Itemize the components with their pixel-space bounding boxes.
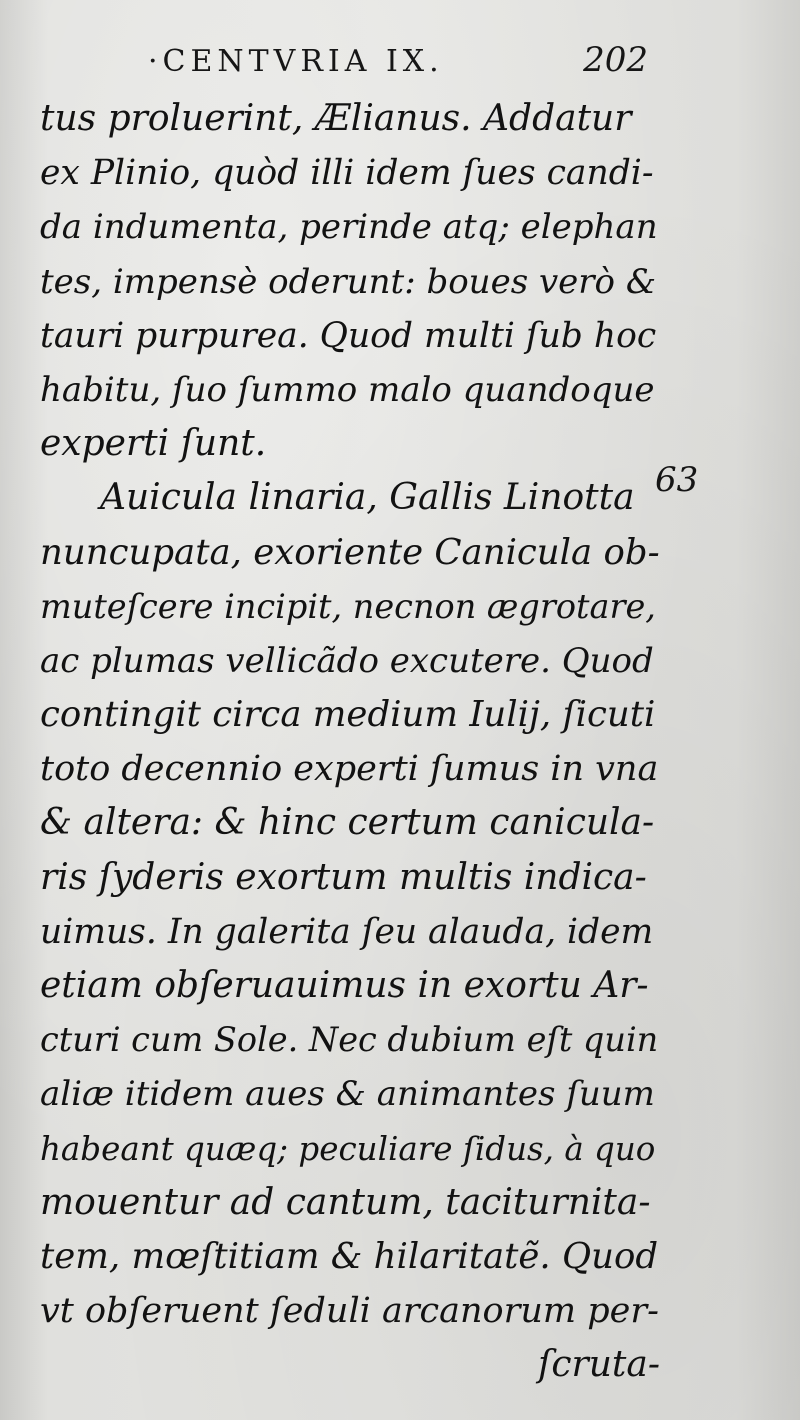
text-line: tes, impensè oderunt: boues verò & xyxy=(40,261,657,302)
text-line: vt obſeruent ſeduli arcanorum per- xyxy=(40,1291,659,1332)
marginal-note: 63 xyxy=(655,460,699,500)
text-line: contingit circa medium Iulij, ſicuti xyxy=(40,694,656,736)
text-line: toto decennio experti ſumus in vna xyxy=(40,749,659,790)
text-line: & altera: & hinc certum canicula- xyxy=(40,802,655,844)
text-line: mouentur ad cantum, taciturnita- xyxy=(40,1181,651,1223)
catchword: ſcruta- xyxy=(538,1344,660,1386)
text-line: habitu, ſuo ſummo malo quandoque xyxy=(40,369,655,410)
paragraph-start-line: Auicula linaria, Gallis Linotta xyxy=(100,477,635,519)
text-line: habeant quæq; peculiare ſidus, à quo xyxy=(40,1129,656,1168)
text-line: uimus. In galerita ſeu alauda, idem xyxy=(40,911,654,952)
text-line: etiam obſeruauimus in exortu Ar- xyxy=(40,965,649,1006)
text-line: tauri purpurea. Quod multi ſub hoc xyxy=(40,315,657,356)
body-text xyxy=(40,92,660,1393)
page-number: 202 xyxy=(583,40,648,80)
running-header xyxy=(148,40,668,92)
text-line: cturi cum Sole. Nec dubium eſt quin xyxy=(40,1020,659,1060)
text-line: nuncupata, exoriente Canicula ob- xyxy=(40,531,660,573)
text-line: tus proluerint, Ælianus. Addatur xyxy=(40,98,632,139)
text-line: ex Plinio, quòd illi idem ſues candi- xyxy=(40,153,654,194)
text-line: experti ſunt. xyxy=(40,423,267,465)
text-line: da indumenta, perinde atq; elephan xyxy=(40,207,658,248)
text-line: ac plumas vellicãdo excutere. Quod xyxy=(40,640,654,681)
text-line: aliæ itidem aues & animantes ſuum xyxy=(40,1074,655,1115)
text-line: muteſcere incipit, necnon ægrotare, xyxy=(40,586,656,626)
text-line: tem, mœſtitiam & hilaritatẽ. Quod xyxy=(40,1235,659,1277)
text-line: ris ſyderis exortum multis indica- xyxy=(40,856,647,898)
running-title: ·CENTVRIA IX. xyxy=(148,44,444,79)
